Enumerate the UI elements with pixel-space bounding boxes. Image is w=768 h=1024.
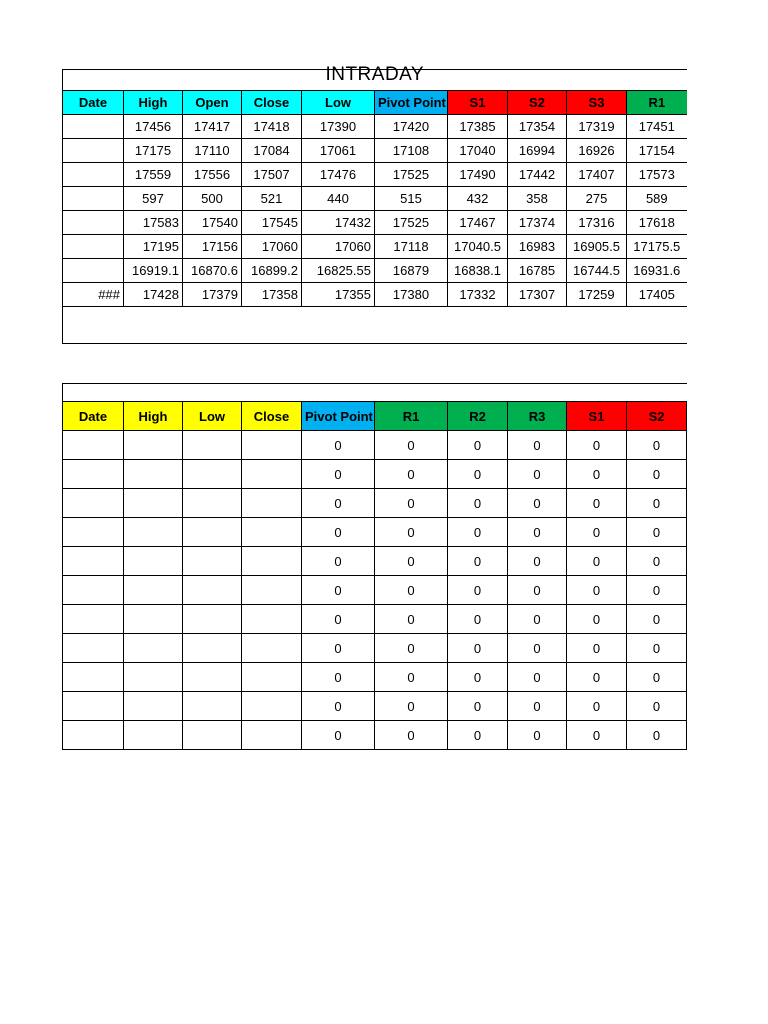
table-cell[interactable]: 17332 [448,283,508,307]
table-cell[interactable] [183,431,242,460]
table-row [63,605,687,634]
table-cell[interactable]: 16870.6 [183,259,242,283]
pivot-header-row [63,402,687,431]
table-cell[interactable]: 0 [627,721,687,750]
table-cell[interactable]: 0 [627,634,687,663]
table-cell[interactable]: 0 [508,692,567,721]
table-cell[interactable]: 440 [302,187,375,211]
col-header-s1[interactable]: S1 [567,402,627,431]
table-cell[interactable] [63,431,124,460]
table-cell[interactable]: 17476 [302,163,375,187]
table-cell[interactable] [242,721,302,750]
table-cell[interactable]: 275 [567,187,627,211]
col-header-close[interactable]: Close [242,91,302,115]
table-cell[interactable] [63,211,124,235]
table-cell[interactable]: 0 [567,547,627,576]
table-cell[interactable] [124,460,183,489]
table-cell[interactable]: ### [63,283,124,307]
table-row [63,163,687,187]
table-cell[interactable] [124,576,183,605]
table-cell[interactable]: 0 [302,460,375,489]
title-cell [63,64,687,91]
table-cell[interactable]: 16879 [375,259,448,283]
table-cell[interactable] [63,518,124,547]
table-cell[interactable]: 17467 [448,211,508,235]
col-header-s1[interactable]: S1 [448,91,508,115]
table-cell[interactable]: 16838.1 [448,259,508,283]
table-cell[interactable]: 0 [627,576,687,605]
table-cell[interactable] [124,489,183,518]
table-cell[interactable]: 0 [448,634,508,663]
table-cell[interactable]: 17525 [375,163,448,187]
table-cell[interactable]: 0 [448,518,508,547]
table-cell[interactable]: 17060 [242,235,302,259]
col-header-r1[interactable]: R1 [627,91,687,115]
table-cell[interactable] [242,576,302,605]
table-cell[interactable]: 432 [448,187,508,211]
table-cell[interactable]: 0 [567,431,627,460]
table-cell[interactable]: 17175 [124,139,183,163]
table-cell[interactable]: 0 [567,576,627,605]
table-cell[interactable]: 0 [375,431,448,460]
blank-cell[interactable] [63,307,687,344]
table-cell[interactable] [124,692,183,721]
table-cell[interactable] [63,576,124,605]
table-cell[interactable] [124,518,183,547]
table-cell[interactable]: 0 [508,547,567,576]
table-cell[interactable]: 17420 [375,115,448,139]
table-cell[interactable]: 17040 [448,139,508,163]
table-row [63,460,687,489]
table-cell[interactable]: 0 [567,692,627,721]
table-cell[interactable]: 17259 [567,283,627,307]
table-cell[interactable]: 17545 [242,211,302,235]
table-row [63,259,687,283]
table-cell[interactable] [63,235,124,259]
table-cell[interactable]: 0 [627,518,687,547]
col-header-r1[interactable]: R1 [375,402,448,431]
table-cell[interactable]: 358 [508,187,567,211]
table-cell[interactable]: 0 [375,489,448,518]
table-cell[interactable]: 0 [375,547,448,576]
table-row [63,489,687,518]
table-cell[interactable]: 17110 [183,139,242,163]
table-cell[interactable]: 17118 [375,235,448,259]
table-row [63,431,687,460]
table-cell[interactable] [183,634,242,663]
table-cell[interactable]: 17556 [183,163,242,187]
table-cell[interactable]: 0 [448,547,508,576]
col-header-s2[interactable]: S2 [508,91,567,115]
col-header-date[interactable]: Date [63,91,124,115]
table-cell[interactable]: 17060 [302,235,375,259]
table-cell[interactable] [63,489,124,518]
table-cell[interactable]: 500 [183,187,242,211]
col-header-s2[interactable]: S2 [627,402,687,431]
col-header-r3[interactable]: R3 [508,402,567,431]
table-cell[interactable]: 17456 [124,115,183,139]
table-cell[interactable] [242,692,302,721]
table-cell[interactable]: 0 [302,431,375,460]
table-cell[interactable]: 0 [302,547,375,576]
col-header-low[interactable]: Low [302,91,375,115]
table-cell[interactable]: 0 [448,663,508,692]
table-cell[interactable]: 597 [124,187,183,211]
table-cell[interactable]: 0 [375,692,448,721]
table-cell[interactable]: 0 [567,605,627,634]
table-cell[interactable]: 0 [567,518,627,547]
table-cell[interactable]: 17355 [302,283,375,307]
table-cell[interactable]: 17451 [627,115,687,139]
table-cell[interactable] [183,547,242,576]
table-cell[interactable]: 0 [508,518,567,547]
pivot-sheet [62,383,686,750]
col-header-pivot-point[interactable]: Pivot Point [375,91,448,115]
table-cell[interactable]: 17442 [508,163,567,187]
table-cell[interactable]: 16994 [508,139,567,163]
table-cell[interactable]: 16926 [567,139,627,163]
intraday-table [62,64,687,344]
title-row [63,70,687,91]
table-cell[interactable] [63,115,124,139]
col-header-high[interactable]: High [124,402,183,431]
table-cell[interactable]: 0 [375,518,448,547]
table-cell[interactable] [63,259,124,283]
col-header-pivot-point[interactable]: Pivot Point [302,402,375,431]
table-cell[interactable]: 0 [302,663,375,692]
table-cell[interactable]: 17507 [242,163,302,187]
table-cell[interactable] [183,663,242,692]
table-cell[interactable]: 17374 [508,211,567,235]
table-cell[interactable]: 17108 [375,139,448,163]
table-row [63,139,687,163]
table-row [63,211,687,235]
table-cell[interactable]: 0 [567,489,627,518]
table-cell[interactable]: 17195 [124,235,183,259]
table-cell[interactable] [63,460,124,489]
table-cell[interactable]: 17084 [242,139,302,163]
table-row [63,576,687,605]
table-cell[interactable]: 0 [375,576,448,605]
table-cell[interactable] [183,692,242,721]
table-cell[interactable]: 17428 [124,283,183,307]
table-cell[interactable]: 0 [448,576,508,605]
table-cell[interactable]: 17380 [375,283,448,307]
table-cell[interactable]: 17316 [567,211,627,235]
table-cell[interactable] [124,721,183,750]
table-cell[interactable]: 16785 [508,259,567,283]
table-cell[interactable]: 17385 [448,115,508,139]
table-cell[interactable]: 16899.2 [242,259,302,283]
table-cell[interactable] [183,605,242,634]
col-header-low[interactable]: Low [183,402,242,431]
table-cell[interactable] [183,489,242,518]
table-cell[interactable]: 0 [627,605,687,634]
table-row [63,518,687,547]
table-cell[interactable] [183,721,242,750]
table-cell[interactable] [124,605,183,634]
table-cell[interactable]: 17418 [242,115,302,139]
intraday-header-row [63,91,687,115]
table-cell[interactable] [124,634,183,663]
table-cell[interactable] [124,663,183,692]
table-row [63,283,687,307]
table-cell[interactable] [63,139,124,163]
table-cell[interactable]: 17390 [302,115,375,139]
table-row [63,692,687,721]
table-cell[interactable]: 17358 [242,283,302,307]
table-cell[interactable]: 0 [567,663,627,692]
table-cell[interactable]: 17407 [567,163,627,187]
spacer-row [63,384,687,402]
table-cell[interactable]: 0 [302,489,375,518]
table-cell[interactable]: 0 [627,460,687,489]
table-cell[interactable] [63,163,124,187]
table-cell[interactable] [63,692,124,721]
table-cell[interactable]: 0 [567,634,627,663]
sheet-title: INTRADAY [325,64,425,85]
col-header-s3[interactable]: S3 [567,91,627,115]
blank-row [63,307,687,344]
table-cell[interactable]: 17379 [183,283,242,307]
table-cell[interactable]: 0 [448,489,508,518]
table-cell[interactable]: 17540 [183,211,242,235]
pivot-table [62,383,687,750]
col-header-date[interactable]: Date [63,402,124,431]
table-cell[interactable]: 17490 [448,163,508,187]
table-cell[interactable]: 0 [448,605,508,634]
table-cell[interactable]: 0 [302,576,375,605]
table-cell[interactable]: 0 [627,692,687,721]
table-cell[interactable]: 0 [508,663,567,692]
table-cell[interactable] [242,460,302,489]
table-cell[interactable]: 16919.1 [124,259,183,283]
table-cell[interactable]: 0 [448,460,508,489]
table-cell[interactable]: 589 [627,187,687,211]
table-row [63,634,687,663]
table-cell[interactable]: 0 [567,721,627,750]
table-row [63,235,687,259]
table-cell[interactable]: 0 [448,431,508,460]
table-cell[interactable]: 0 [627,663,687,692]
table-cell[interactable]: 0 [508,460,567,489]
table-cell[interactable]: 0 [627,489,687,518]
table-cell[interactable]: 521 [242,187,302,211]
table-cell[interactable]: 0 [508,489,567,518]
table-cell[interactable]: 0 [627,547,687,576]
table-cell[interactable]: 0 [302,518,375,547]
table-cell[interactable]: 0 [375,721,448,750]
table-cell[interactable]: 17417 [183,115,242,139]
table-row [63,721,687,750]
table-cell[interactable] [63,605,124,634]
table-cell[interactable]: 17559 [124,163,183,187]
table-cell[interactable] [242,431,302,460]
table-cell[interactable] [242,518,302,547]
col-header-high[interactable]: High [124,91,183,115]
table-cell[interactable]: 17618 [627,211,687,235]
table-cell[interactable]: 17405 [627,283,687,307]
table-cell[interactable]: 17175.5 [627,235,687,259]
table-cell[interactable]: 0 [508,721,567,750]
table-cell[interactable]: 0 [508,634,567,663]
table-cell[interactable] [183,460,242,489]
table-cell[interactable]: 0 [375,605,448,634]
table-row [63,187,687,211]
table-cell[interactable] [63,721,124,750]
table-row [63,115,687,139]
col-header-close[interactable]: Close [242,402,302,431]
table-cell[interactable]: 0 [302,692,375,721]
table-cell[interactable]: 17583 [124,211,183,235]
table-cell[interactable]: 17061 [302,139,375,163]
table-cell[interactable] [242,663,302,692]
table-cell[interactable] [242,634,302,663]
table-cell[interactable]: 16983 [508,235,567,259]
col-header-r2[interactable]: R2 [448,402,508,431]
intraday-sheet [62,64,686,344]
table-cell[interactable] [183,518,242,547]
table-cell[interactable]: 0 [567,460,627,489]
table-cell[interactable]: 0 [448,692,508,721]
table-cell[interactable]: 0 [375,460,448,489]
table-cell[interactable] [63,634,124,663]
table-cell[interactable]: 17307 [508,283,567,307]
table-cell[interactable]: 0 [302,721,375,750]
table-cell[interactable] [183,576,242,605]
table-cell[interactable]: 16825.55 [302,259,375,283]
table-cell[interactable]: 17525 [375,211,448,235]
table-cell[interactable] [242,605,302,634]
table-cell[interactable]: 0 [302,605,375,634]
table-cell[interactable]: 515 [375,187,448,211]
table-cell[interactable]: 17319 [567,115,627,139]
table-cell[interactable]: 0 [375,634,448,663]
col-header-open[interactable]: Open [183,91,242,115]
table-cell[interactable]: 0 [375,663,448,692]
table-row [63,547,687,576]
table-cell[interactable] [63,547,124,576]
table-cell[interactable]: 16905.5 [567,235,627,259]
table-cell[interactable] [242,547,302,576]
table-cell[interactable]: 0 [627,431,687,460]
table-cell[interactable]: 0 [302,634,375,663]
table-cell[interactable]: 17354 [508,115,567,139]
table-cell[interactable]: 0 [508,605,567,634]
table-cell[interactable] [242,489,302,518]
spacer-cell[interactable] [63,384,687,402]
table-cell[interactable]: 17040.5 [448,235,508,259]
table-cell[interactable] [124,547,183,576]
table-cell[interactable]: 0 [508,431,567,460]
table-cell[interactable] [63,663,124,692]
table-cell[interactable]: 0 [448,721,508,750]
table-cell[interactable] [124,431,183,460]
table-cell[interactable]: 17432 [302,211,375,235]
table-row [63,663,687,692]
table-cell[interactable]: 0 [508,576,567,605]
table-cell[interactable] [63,187,124,211]
table-cell[interactable]: 16931.6 [627,259,687,283]
table-cell[interactable]: 16744.5 [567,259,627,283]
pivot-body [63,431,687,750]
table-cell[interactable]: 17154 [627,139,687,163]
table-cell[interactable]: 17156 [183,235,242,259]
table-cell[interactable]: 17573 [627,163,687,187]
